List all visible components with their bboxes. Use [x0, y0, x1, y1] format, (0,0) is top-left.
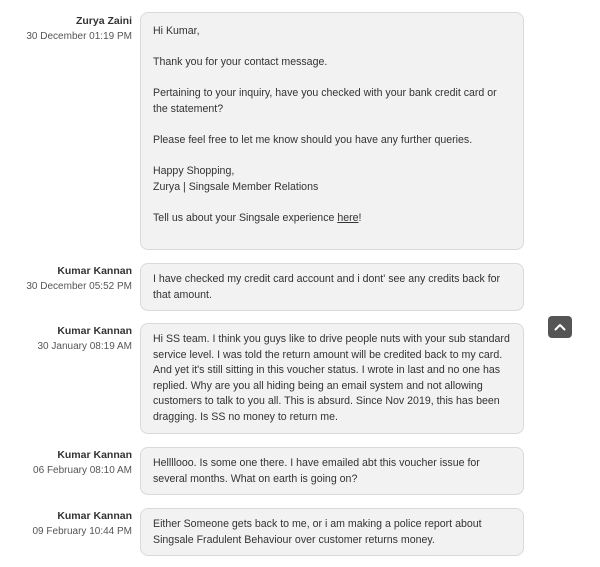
message-text: Hellllooo. Is some one there. I have emailed abt this voucher issue for several months. What on earth is going on? — [153, 457, 480, 485]
feedback-line — [153, 211, 511, 227]
signoff-greeting: Happy Shopping, — [153, 165, 235, 178]
message-meta — [33, 509, 133, 539]
feedback-text: Tell us about your Singsale experience — [153, 212, 338, 225]
message-bubble — [140, 323, 524, 434]
message-paragraph: Pertaining to your inquiry, have you checked with your bank credit card or the statement? — [153, 87, 497, 115]
feedback-link[interactable]: here — [337, 212, 359, 225]
message-signoff — [153, 164, 511, 195]
message-meta — [33, 448, 132, 478]
message-bubble — [140, 263, 524, 311]
feedback-punct: ! — [358, 212, 362, 225]
message-meta — [37, 324, 132, 354]
message-time: 30 December 05:52 PM — [26, 281, 132, 292]
message-meta — [26, 264, 132, 294]
message-meta — [26, 14, 132, 44]
message-paragraph: Hi Kumar, — [153, 25, 200, 37]
message-text: Either Someone gets back to me, or i am making a police report about Singsale Fradulent Behaviour over customer returns money. — [153, 518, 482, 546]
message-text: Hi SS team. I think you guys like to drive people nuts with your sub standard service level. I was told the return amount will be credited back to my card. And yet it's still sitting in this voucher status. I wrote in last and no one has replied. Why are you all hiding being an email system and not allowing customers to talk to you all. This is absurd. Since Nov 2019, this has been dragging. Is SS no money to return me. — [153, 333, 510, 423]
message-bubble — [140, 508, 524, 556]
message-bubble — [140, 12, 524, 250]
message-time: 06 February 08:10 AM — [33, 465, 132, 476]
message-author: Kumar Kannan — [57, 325, 132, 337]
message-bubble — [140, 447, 524, 495]
message-time: 09 February 10:44 PM — [32, 526, 132, 537]
message-author: Kumar Kannan — [57, 449, 132, 461]
message-paragraph: Please feel free to let me know should you have any further queries. — [153, 134, 473, 147]
message-time: 30 December 01:19 PM — [26, 31, 132, 42]
signoff-signature: Zurya | Singsale Member Relations — [153, 180, 319, 193]
message-author: Kumar Kannan — [57, 265, 132, 277]
message-text: I have checked my credit card account and i dont' see any credits back for that amount. — [153, 273, 501, 301]
message-author: Zurya Zaini — [75, 15, 132, 27]
chevron-up-icon — [554, 323, 566, 331]
message-author: Kumar Kannan — [57, 510, 132, 522]
message-time: 30 January 08:19 AM — [37, 341, 132, 352]
scroll-to-top-button[interactable] — [548, 316, 572, 338]
message-paragraph: Thank you for your contact message. — [153, 56, 328, 69]
